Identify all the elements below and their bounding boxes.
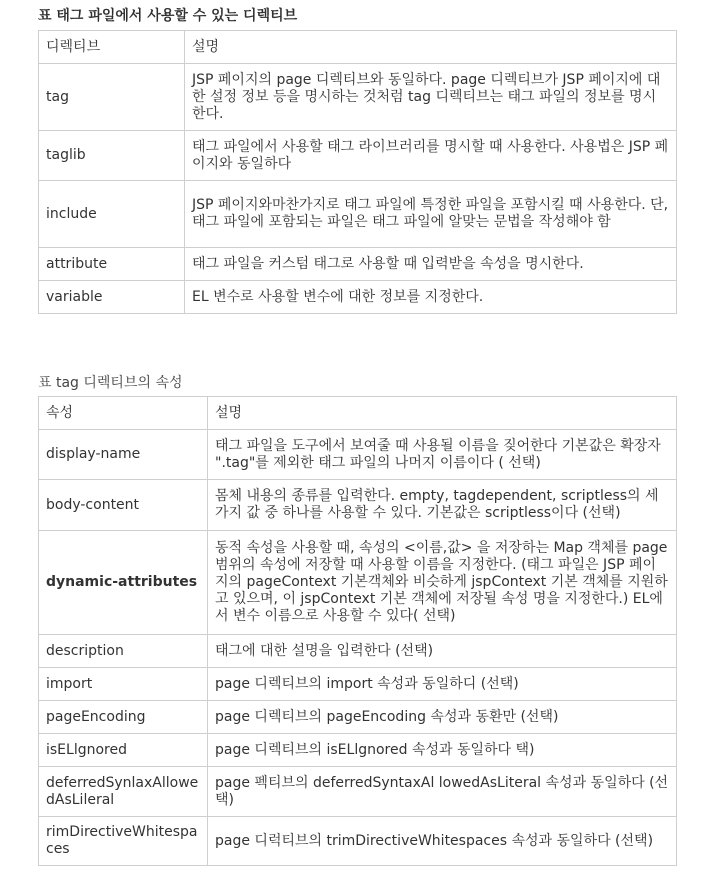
directive-name-cell: variable [39, 281, 185, 314]
header-cell-directive: 디렉티브 [39, 31, 185, 64]
table-row [39, 734, 677, 767]
attribute-description-cell: 몸체 내용의 종류를 입력한다. empty, tagdependent, scriptless의 세 가지 값 중 하나를 사용할 수 있다. 기본값은 scriptless이다 (선택) [208, 480, 677, 531]
attribute-description-cell: page 디렉티브의 import 속성과 동일하디 (선택) [208, 668, 677, 701]
directive-name-cell: taglib [39, 131, 185, 181]
tag-attributes-table [38, 396, 677, 866]
directives-table [38, 30, 677, 314]
directive-name-cell: tag [39, 64, 185, 131]
header-cell-description: 설명 [185, 31, 677, 64]
table-row [39, 635, 677, 668]
table-row [39, 430, 677, 480]
directive-description-cell: JSP 페이지의 page 디렉티브와 동일하다. page 디렉티브가 JSP 페이지에 대한 설정 정보 등을 명시하는 것처럼 tag 디렉티브는 태그 파일의 정보를 명시한다. [185, 64, 677, 131]
directive-name-cell: attribute [39, 248, 185, 281]
attribute-name-cell: dynamic-attributes [39, 531, 208, 635]
directive-description-cell: 태그 파일에서 사용할 태그 라이브러리를 명시할 때 사용한다. 사용법은 JSP 페이지와 동일하다 [185, 131, 677, 181]
table-row [39, 248, 677, 281]
header-cell-description: 설명 [208, 397, 677, 430]
attribute-name-cell: pageEncoding [39, 701, 208, 734]
directive-description-cell: EL 변수로 사용할 변수에 대한 정보를 지정한다. [185, 281, 677, 314]
directive-name-cell: include [39, 181, 185, 248]
attribute-description-cell: 태그 파일을 도구에서 보여줄 때 사용될 이름을 짖어한다 기본값은 확장자 ".tag"를 제외한 태그 파일의 나머지 이름이다 ( 선택) [208, 430, 677, 480]
attribute-name-cell: rimDirectiveWhitespaces [39, 817, 208, 866]
attribute-name-cell: body-content [39, 480, 208, 531]
table-row [39, 531, 677, 635]
attribute-description-cell: page 디럭티브의 trimDirectiveWhitespaces 속성과 동일하다 (선택) [208, 817, 677, 866]
attribute-name-cell: isELlgnored [39, 734, 208, 767]
attribute-name-cell: import [39, 668, 208, 701]
table1-caption: 표 태그 파일에서 사용할 수 있는 디렉티브 [38, 8, 298, 24]
directive-description-cell: 태그 파일을 커스텀 태그로 사용할 때 입력받을 속성을 명시한다. [185, 248, 677, 281]
attribute-description-cell: 태그에 대한 설명을 입력한다 (선택) [208, 635, 677, 668]
attribute-description-cell: page 펙티브의 deferredSyntaxAl lowedAsLiteral 속성과 동일하다 (선택) [208, 767, 677, 817]
attribute-description-cell: page 디렉티브의 isELlgnored 속성과 동일하다 택) [208, 734, 677, 767]
table-row [39, 701, 677, 734]
attribute-description-cell: page 디렉티브의 pageEncoding 속성과 동환만 (선택) [208, 701, 677, 734]
table-header-row [39, 397, 677, 430]
table-row [39, 131, 677, 181]
attribute-description-cell: 동적 속성을 사용할 때, 속성의 <이름,값> 을 저장하는 Map 객체를 page 범위의 속성에 저장할 때 사용할 이름을 지정한다. (태그 파일은 JSP 페이지의 pageContext 기본객체와 비슷하게 jspContext 기본 객체를 지원하고 있으며, 이 jspContext 기본 객체에 저장될 속성 명을 지정한다.) EL에서 변수 이름으로 사용할 수 있다( 선택) [208, 531, 677, 635]
attribute-name-cell: description [39, 635, 208, 668]
attribute-name-cell: display-name [39, 430, 208, 480]
table2-caption: 표 tag 디렉티브의 속성 [38, 375, 183, 391]
table-header-row [39, 31, 677, 64]
directive-description-cell: JSP 페이지와마찬가지로 태그 파일에 특정한 파일을 포함시킬 때 사용한다. 단, 태그 파일에 포함되는 파일은 태그 파일에 알맞는 문법을 작성해야 함 [185, 181, 677, 248]
table-row [39, 668, 677, 701]
table-row [39, 817, 677, 866]
table-row [39, 480, 677, 531]
table-row [39, 767, 677, 817]
attribute-name-cell: deferredSynlaxAllowedAsLileral [39, 767, 208, 817]
table-row [39, 64, 677, 131]
table-row [39, 181, 677, 248]
header-cell-attribute: 속성 [39, 397, 208, 430]
table-row [39, 281, 677, 314]
